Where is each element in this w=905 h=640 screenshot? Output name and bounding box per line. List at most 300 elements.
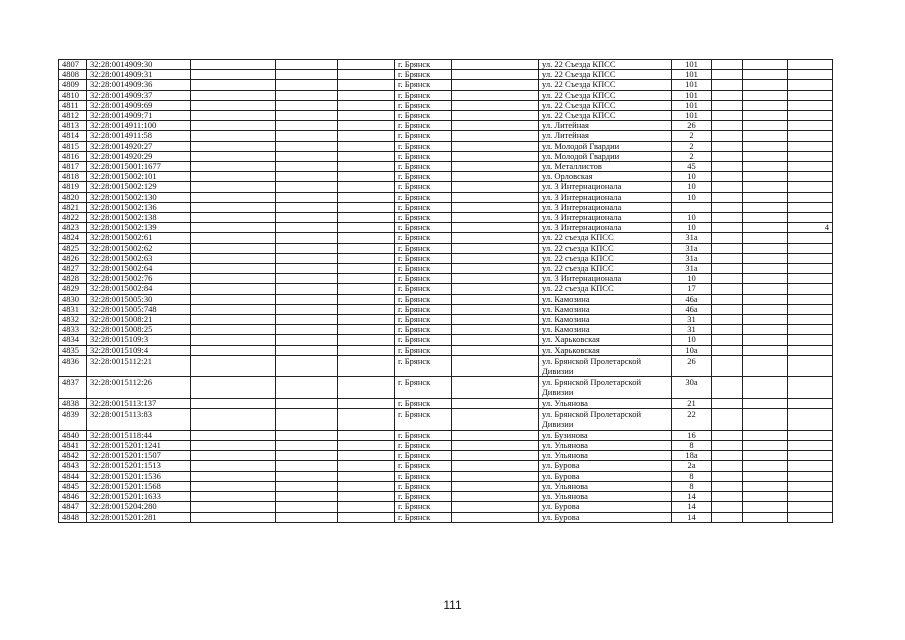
empty-cell [743, 213, 788, 223]
house-number-cell: 26 [672, 121, 712, 131]
city-cell: г. Брянск [395, 151, 452, 161]
city-cell: г. Брянск [395, 100, 452, 110]
empty-cell [712, 100, 743, 110]
table-row [59, 409, 833, 431]
empty-cell [743, 243, 788, 253]
city-cell: г. Брянск [395, 90, 452, 100]
extra-value-cell [788, 512, 833, 522]
city-cell: г. Брянск [395, 172, 452, 182]
street-cell: ул. Ульянова [539, 481, 672, 491]
empty-cell [743, 80, 788, 90]
empty-cell [452, 345, 539, 355]
street-cell: ул. 3 Интернационала [539, 192, 672, 202]
table-row [59, 471, 833, 481]
row-number-cell: 4843 [59, 461, 87, 471]
empty-cell [743, 131, 788, 141]
street-cell: ул. Бурова [539, 471, 672, 481]
empty-cell [712, 377, 743, 399]
empty-cell [452, 492, 539, 502]
row-number-cell: 4814 [59, 131, 87, 141]
empty-cell [191, 223, 276, 233]
empty-cell [338, 243, 395, 253]
empty-cell [712, 253, 743, 263]
cadastral-number-cell: 32:28:0015002:138 [87, 213, 191, 223]
empty-cell [338, 80, 395, 90]
row-number-cell: 4832 [59, 315, 87, 325]
extra-value-cell [788, 304, 833, 314]
row-number-cell: 4838 [59, 399, 87, 409]
empty-cell [743, 111, 788, 121]
table-row [59, 253, 833, 263]
empty-cell [191, 253, 276, 263]
street-cell: ул. 3 Интернационала [539, 213, 672, 223]
empty-cell [712, 182, 743, 192]
cadastral-number-cell: 32:28:0015118:44 [87, 430, 191, 440]
empty-cell [191, 182, 276, 192]
table-row [59, 502, 833, 512]
empty-cell [276, 274, 338, 284]
house-number-cell: 10а [672, 345, 712, 355]
row-number-cell: 4841 [59, 441, 87, 451]
empty-cell [276, 471, 338, 481]
empty-cell [191, 233, 276, 243]
empty-cell [276, 60, 338, 70]
street-cell: ул. 22 съезда КПСС [539, 253, 672, 263]
empty-cell [191, 430, 276, 440]
extra-value-cell [788, 461, 833, 471]
row-number-cell: 4820 [59, 192, 87, 202]
street-cell: ул. 22 съезда КПСС [539, 233, 672, 243]
table-row [59, 264, 833, 274]
row-number-cell: 4808 [59, 70, 87, 80]
empty-cell [743, 409, 788, 431]
cadastral-number-cell: 32:28:0015201:1513 [87, 461, 191, 471]
empty-cell [712, 399, 743, 409]
empty-cell [452, 223, 539, 233]
street-cell: ул. Ульянова [539, 492, 672, 502]
extra-value-cell [788, 80, 833, 90]
empty-cell [452, 233, 539, 243]
empty-cell [191, 377, 276, 399]
row-number-cell: 4846 [59, 492, 87, 502]
empty-cell [191, 100, 276, 110]
empty-cell [338, 100, 395, 110]
empty-cell [712, 502, 743, 512]
house-number-cell: 101 [672, 70, 712, 80]
table-row [59, 70, 833, 80]
empty-cell [452, 90, 539, 100]
house-number-cell: 22 [672, 409, 712, 431]
extra-value-cell [788, 100, 833, 110]
empty-cell [743, 182, 788, 192]
extra-value-cell [788, 315, 833, 325]
empty-cell [743, 492, 788, 502]
empty-cell [191, 409, 276, 431]
empty-cell [338, 294, 395, 304]
empty-cell [338, 172, 395, 182]
empty-cell [743, 253, 788, 263]
empty-cell [712, 441, 743, 451]
table-row [59, 451, 833, 461]
cadastral-number-cell: 32:28:0014920:27 [87, 141, 191, 151]
empty-cell [191, 345, 276, 355]
city-cell: г. Брянск [395, 284, 452, 294]
empty-cell [276, 151, 338, 161]
extra-value-cell [788, 141, 833, 151]
cadastral-number-cell: 32:28:0014911:58 [87, 131, 191, 141]
table-row [59, 399, 833, 409]
empty-cell [712, 451, 743, 461]
extra-value-cell [788, 335, 833, 345]
extra-value-cell [788, 345, 833, 355]
empty-cell [276, 409, 338, 431]
empty-cell [191, 121, 276, 131]
street-cell: ул. 22 Съезда КПСС [539, 111, 672, 121]
cadastral-number-cell: 32:28:0015112:26 [87, 377, 191, 399]
row-number-cell: 4848 [59, 512, 87, 522]
city-cell: г. Брянск [395, 141, 452, 151]
extra-value-cell [788, 233, 833, 243]
city-cell: г. Брянск [395, 325, 452, 335]
empty-cell [743, 60, 788, 70]
city-cell: г. Брянск [395, 512, 452, 522]
empty-cell [712, 284, 743, 294]
empty-cell [338, 471, 395, 481]
house-number-cell: 10 [672, 335, 712, 345]
empty-cell [276, 121, 338, 131]
city-cell: г. Брянск [395, 471, 452, 481]
row-number-cell: 4845 [59, 481, 87, 491]
empty-cell [338, 284, 395, 294]
empty-cell [191, 399, 276, 409]
empty-cell [452, 121, 539, 131]
empty-cell [712, 471, 743, 481]
extra-value-cell [788, 243, 833, 253]
city-cell: г. Брянск [395, 192, 452, 202]
empty-cell [338, 253, 395, 263]
empty-cell [743, 233, 788, 243]
empty-cell [276, 243, 338, 253]
cadastral-number-cell: 32:28:0014909:69 [87, 100, 191, 110]
table-row [59, 233, 833, 243]
empty-cell [452, 60, 539, 70]
extra-value-cell [788, 492, 833, 502]
empty-cell [276, 481, 338, 491]
house-number-cell: 14 [672, 512, 712, 522]
house-number-cell: 10 [672, 223, 712, 233]
empty-cell [712, 243, 743, 253]
empty-cell [338, 430, 395, 440]
empty-cell [276, 315, 338, 325]
house-number-cell: 31а [672, 253, 712, 263]
empty-cell [191, 80, 276, 90]
empty-cell [191, 325, 276, 335]
empty-cell [338, 202, 395, 212]
page-number: 111 [443, 598, 462, 612]
table-row [59, 492, 833, 502]
empty-cell [452, 80, 539, 90]
empty-cell [191, 274, 276, 284]
empty-cell [338, 409, 395, 431]
row-number-cell: 4809 [59, 80, 87, 90]
cadastral-number-cell: 32:28:0015008:25 [87, 325, 191, 335]
empty-cell [338, 141, 395, 151]
empty-cell [743, 294, 788, 304]
empty-cell [712, 202, 743, 212]
empty-cell [743, 274, 788, 284]
row-number-cell: 4812 [59, 111, 87, 121]
city-cell: г. Брянск [395, 80, 452, 90]
cadastral-number-cell: 32:28:0015204:280 [87, 502, 191, 512]
table-row [59, 223, 833, 233]
city-cell: г. Брянск [395, 60, 452, 70]
empty-cell [276, 141, 338, 151]
empty-cell [712, 162, 743, 172]
extra-value-cell [788, 409, 833, 431]
table-row [59, 121, 833, 131]
empty-cell [712, 131, 743, 141]
empty-cell [276, 233, 338, 243]
table-row [59, 294, 833, 304]
cadastral-number-cell: 32:28:0015002:62 [87, 243, 191, 253]
city-cell: г. Брянск [395, 243, 452, 253]
house-number-cell: 10 [672, 182, 712, 192]
empty-cell [452, 451, 539, 461]
extra-value-cell [788, 502, 833, 512]
empty-cell [276, 294, 338, 304]
empty-cell [712, 151, 743, 161]
city-cell: г. Брянск [395, 335, 452, 345]
empty-cell [743, 90, 788, 100]
empty-cell [276, 441, 338, 451]
empty-cell [452, 131, 539, 141]
table-row [59, 461, 833, 471]
empty-cell [452, 409, 539, 431]
row-number-cell: 4821 [59, 202, 87, 212]
empty-cell [743, 284, 788, 294]
table-row [59, 202, 833, 212]
empty-cell [276, 202, 338, 212]
row-number-cell: 4830 [59, 294, 87, 304]
cadastral-number-cell: 32:28:0015113:137 [87, 399, 191, 409]
empty-cell [191, 294, 276, 304]
empty-cell [338, 481, 395, 491]
row-number-cell: 4833 [59, 325, 87, 335]
table-row [59, 325, 833, 335]
cadastral-number-cell: 32:28:0015002:64 [87, 264, 191, 274]
street-cell: ул. Камозина [539, 304, 672, 314]
empty-cell [191, 335, 276, 345]
extra-value-cell [788, 471, 833, 481]
extra-value-cell [788, 274, 833, 284]
empty-cell [712, 213, 743, 223]
city-cell: г. Брянск [395, 111, 452, 121]
house-number-cell: 10 [672, 172, 712, 182]
row-number-cell: 4842 [59, 451, 87, 461]
city-cell: г. Брянск [395, 481, 452, 491]
empty-cell [191, 172, 276, 182]
empty-cell [276, 162, 338, 172]
table-row [59, 355, 833, 377]
empty-cell [276, 253, 338, 263]
cadastral-number-cell: 32:28:0015005:30 [87, 294, 191, 304]
house-number-cell: 31а [672, 243, 712, 253]
city-cell: г. Брянск [395, 430, 452, 440]
house-number-cell: 101 [672, 100, 712, 110]
empty-cell [338, 441, 395, 451]
empty-cell [712, 274, 743, 284]
street-cell: ул. Бурова [539, 502, 672, 512]
empty-cell [191, 131, 276, 141]
row-number-cell: 4829 [59, 284, 87, 294]
table-row [59, 430, 833, 440]
extra-value-cell [788, 162, 833, 172]
house-number-cell: 10 [672, 213, 712, 223]
cadastral-number-cell: 32:28:0015109:4 [87, 345, 191, 355]
city-cell: г. Брянск [395, 70, 452, 80]
city-cell: г. Брянск [395, 233, 452, 243]
empty-cell [191, 304, 276, 314]
city-cell: г. Брянск [395, 399, 452, 409]
empty-cell [276, 264, 338, 274]
empty-cell [338, 315, 395, 325]
street-cell: ул. Брянской Пролетарской Дивизии [539, 355, 672, 377]
empty-cell [712, 335, 743, 345]
empty-cell [276, 100, 338, 110]
row-number-cell: 4836 [59, 355, 87, 377]
extra-value-cell [788, 182, 833, 192]
street-cell: ул. Харьковская [539, 335, 672, 345]
row-number-cell: 4826 [59, 253, 87, 263]
row-number-cell: 4827 [59, 264, 87, 274]
empty-cell [712, 223, 743, 233]
empty-cell [452, 399, 539, 409]
extra-value-cell [788, 355, 833, 377]
empty-cell [191, 441, 276, 451]
house-number-cell: 31 [672, 315, 712, 325]
empty-cell [191, 202, 276, 212]
street-cell: ул. 3 Интернационала [539, 202, 672, 212]
empty-cell [452, 471, 539, 481]
empty-cell [452, 284, 539, 294]
empty-cell [712, 325, 743, 335]
empty-cell [743, 512, 788, 522]
street-cell: ул. 22 Съезда КПСС [539, 100, 672, 110]
table-row [59, 284, 833, 294]
empty-cell [452, 304, 539, 314]
empty-cell [712, 430, 743, 440]
empty-cell [452, 430, 539, 440]
empty-cell [191, 284, 276, 294]
city-cell: г. Брянск [395, 223, 452, 233]
empty-cell [338, 121, 395, 131]
empty-cell [743, 264, 788, 274]
empty-cell [743, 151, 788, 161]
empty-cell [712, 355, 743, 377]
extra-value-cell [788, 294, 833, 304]
empty-cell [452, 192, 539, 202]
house-number-cell: 101 [672, 111, 712, 121]
extra-value-cell [788, 111, 833, 121]
empty-cell [191, 355, 276, 377]
house-number-cell: 2а [672, 461, 712, 471]
house-number-cell: 31 [672, 325, 712, 335]
row-number-cell: 4835 [59, 345, 87, 355]
extra-value-cell [788, 399, 833, 409]
empty-cell [276, 223, 338, 233]
cadastral-number-cell: 32:28:0014909:71 [87, 111, 191, 121]
cadastral-number-cell: 32:28:0015002:101 [87, 172, 191, 182]
cadastral-number-cell: 32:28:0014909:37 [87, 90, 191, 100]
empty-cell [743, 345, 788, 355]
empty-cell [191, 162, 276, 172]
cadastral-number-cell: 32:28:0015002:84 [87, 284, 191, 294]
street-cell: ул. 3 Интернационала [539, 223, 672, 233]
empty-cell [743, 399, 788, 409]
row-number-cell: 4847 [59, 502, 87, 512]
empty-cell [743, 141, 788, 151]
city-cell: г. Брянск [395, 355, 452, 377]
street-cell: ул. Харьковская [539, 345, 672, 355]
empty-cell [276, 80, 338, 90]
table-row [59, 162, 833, 172]
empty-cell [743, 502, 788, 512]
extra-value-cell [788, 253, 833, 263]
extra-value-cell [788, 481, 833, 491]
empty-cell [338, 512, 395, 522]
table-row [59, 512, 833, 522]
empty-cell [338, 502, 395, 512]
empty-cell [276, 461, 338, 471]
house-number-cell: 101 [672, 80, 712, 90]
street-cell: ул. Молодой Гвардии [539, 141, 672, 151]
extra-value-cell [788, 284, 833, 294]
house-number-cell: 26 [672, 355, 712, 377]
empty-cell [276, 451, 338, 461]
extra-value-cell [788, 430, 833, 440]
empty-cell [712, 172, 743, 182]
empty-cell [276, 399, 338, 409]
street-cell: ул. Бузинова [539, 430, 672, 440]
cadastral-number-cell: 32:28:0015201:1536 [87, 471, 191, 481]
street-cell: ул. Молодой Гвардии [539, 151, 672, 161]
empty-cell [743, 325, 788, 335]
city-cell: г. Брянск [395, 202, 452, 212]
empty-cell [743, 223, 788, 233]
row-number-cell: 4817 [59, 162, 87, 172]
street-cell: ул. Камозина [539, 325, 672, 335]
house-number-cell: 8 [672, 441, 712, 451]
empty-cell [338, 377, 395, 399]
cadastral-number-cell: 32:28:0015002:63 [87, 253, 191, 263]
empty-cell [452, 141, 539, 151]
empty-cell [743, 162, 788, 172]
empty-cell [743, 100, 788, 110]
table-row [59, 274, 833, 284]
empty-cell [276, 355, 338, 377]
table-row [59, 111, 833, 121]
street-cell: ул. Ульянова [539, 441, 672, 451]
house-number-cell: 46а [672, 304, 712, 314]
empty-cell [743, 355, 788, 377]
row-number-cell: 4824 [59, 233, 87, 243]
street-cell: ул. 3 Интернационала [539, 274, 672, 284]
empty-cell [338, 492, 395, 502]
table-row [59, 131, 833, 141]
empty-cell [276, 377, 338, 399]
city-cell: г. Брянск [395, 182, 452, 192]
empty-cell [452, 213, 539, 223]
